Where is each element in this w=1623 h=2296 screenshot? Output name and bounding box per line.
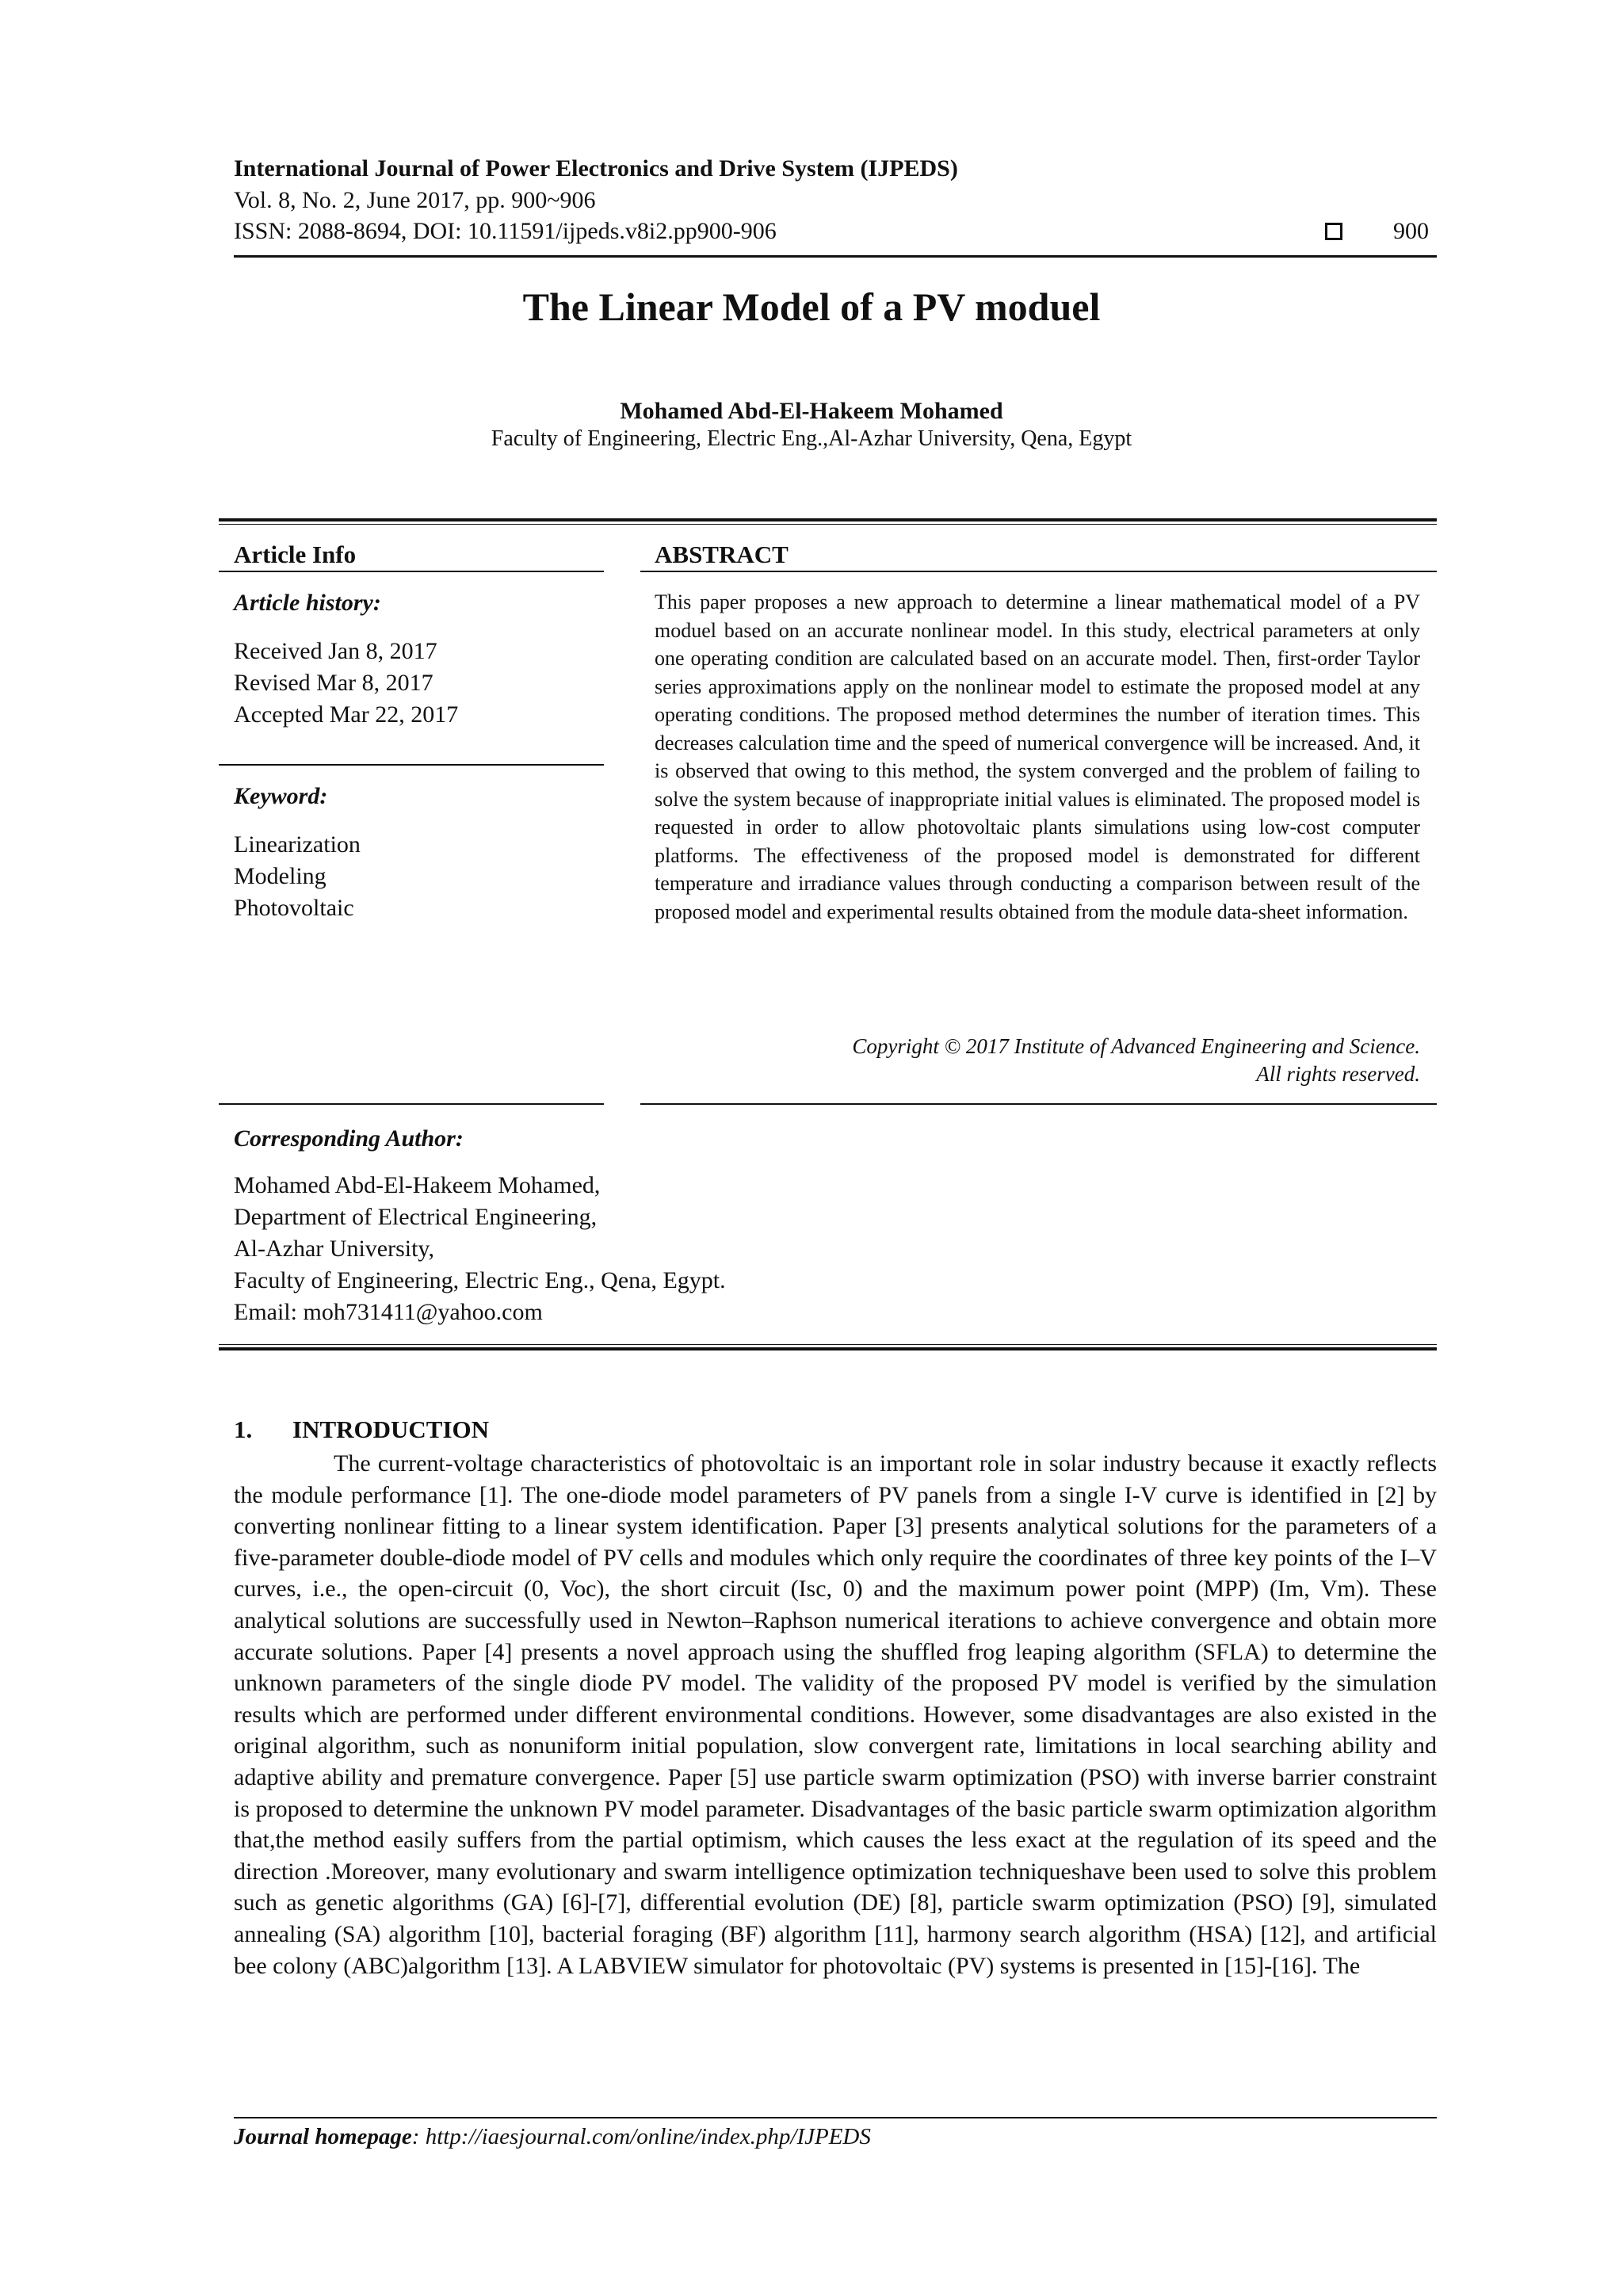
abstract-heading: ABSTRACT: [655, 541, 789, 568]
copyright-notice: [655, 1033, 1420, 1088]
introduction-text: The current-voltage characteristics of photovoltaic is an important role in solar industry because it exactly reflects the module performance [1]. The one-diode model parameters of PV panels from a single I-V curve is identified in [2] by converting nonlinear fitting to a linear system identification. Paper [3] presents analytical solutions for the parameters of a five-parameter double-diode model of PV cells and modules which only require the coordinates of three key points of the I–V curves, i.e., the open-circuit (0, Voc), the short circuit (Isc, 0) and the maximum power point (MPP) (Im, Vm). These analytical solutions are successfully used in Newton–Raphson numerical iterations to achieve convergence and obtain more accurate solutions. Paper [4] presents a novel approach using the shuffled frog leaping algorithm (SFLA) to determine the unknown parameters of the single diode PV model. The validity of the proposed PV model is verified by the simulation results which are performed under different environmental conditions. However, some disadvantages are also existed in the original algorithm, such as nonuniform initial population, slow convergent rate, limitations in local searching ability and adaptive ability and premature convergence. Paper [5] use particle swarm optimization (PSO) with inverse barrier constraint is proposed to determine the unknown PV model parameter. Disadvantages of the basic particle swarm optimization algorithm that,the method easily suffers from the partial optimism, which causes the less exact at the regulation of its speed and the direction .Moreover, many evolutionary and swarm intelligence optimization techniqueshave been used to solve this problem such as genetic algorithms (GA) [6]-[7], differential evolution (DE) [8], particle swarm optimization (PSO) [9], simulated annealing (SA) algorithm [10], bacterial foraging (BF) algorithm [11], harmony search algorithm (HSA) [12], and artificial bee colony (ABC)algorithm [13]. A LABVIEW simulator for photovoltaic (PV) systems is presented in [15]-[16]. The: [234, 1450, 1437, 1979]
paper-title: The Linear Model of a PV moduel: [522, 285, 1101, 329]
abstract-underline: [640, 571, 1437, 572]
section-title: INTRODUCTION: [292, 1415, 490, 1443]
corr-email: Email: moh731411@yahoo.com: [234, 1299, 543, 1325]
introduction-heading: [234, 1415, 489, 1444]
journal-name: International Journal of Power Electronics and Drive System (IJPEDS): [234, 155, 958, 181]
issn-doi: ISSN: 2088-8694, DOI: 10.11591/ijpeds.v8i2.pp900-906: [234, 218, 777, 244]
footer-rule: [234, 2117, 1437, 2118]
received-date: Received Jan 8, 2017: [234, 638, 437, 664]
corr-university: Al-Azhar University,: [234, 1236, 434, 1262]
square-icon: [1325, 223, 1342, 240]
abstract-bottom-rule: [640, 1103, 1437, 1105]
abstract-text: This paper proposes a new approach to determine a linear mathematical model of a PV moduel based on an accurate nonlinear model. In this study, electrical parameters at only one operating condition are calculated based on an accurate model. Then, first-order Taylor series approximations apply on the nonlinear model to estimate the proposed model at any operating conditions. The proposed method determines the number of iteration times. This decreases calculation time and the speed of numerical convergence will be increased. And, it is observed that owing to this method, the system converged and the problem of failing to solve the system because of inappropriate initial values is eliminated. The proposed model is requested in order to allow photovoltaic plants simulations using low-cost computer platforms. The effectiveness of the proposed model is demonstrated for different temperature and irradiance values through conducting a comparison between result of the proposed model and experimental results obtained from the module data-sheet information.: [655, 590, 1420, 923]
author-name: Mohamed Abd-El-Hakeem Mohamed: [620, 398, 1003, 424]
footer-label: Journal homepage: [234, 2124, 412, 2149]
volume-info: Vol. 8, No. 2, June 2017, pp. 900~906: [234, 187, 596, 213]
journal-homepage-link[interactable]: : http://iaesjournal.com/online/index.php/IJPEDS: [411, 2124, 871, 2149]
header-rule: [234, 255, 1437, 258]
rights-line: All rights reserved.: [1256, 1062, 1420, 1086]
copyright-line: Copyright © 2017 Institute of Advanced Engineering and Science.: [852, 1034, 1420, 1058]
keyword-item: Modeling: [234, 863, 327, 889]
revised-date: Revised Mar 8, 2017: [234, 670, 433, 696]
section-number: 1.: [234, 1415, 253, 1443]
keyword-item: Photovoltaic: [234, 895, 354, 921]
article-info-underline: [219, 571, 604, 572]
history-divider: [219, 764, 604, 766]
accepted-date: Accepted Mar 22, 2017: [234, 701, 459, 728]
article-info-heading: Article Info: [234, 541, 357, 568]
corr-faculty: Faculty of Engineering, Electric Eng., Qena, Egypt.: [234, 1267, 726, 1293]
page-number: 900: [1393, 218, 1429, 244]
info-bottom-rule: [219, 1344, 1437, 1345]
article-info-bottom-rule: [219, 1103, 604, 1105]
corresponding-author-details: [234, 1170, 726, 1328]
keyword-heading: Keyword:: [234, 783, 328, 809]
author-affiliation: Faculty of Engineering, Electric Eng.,Al-Azhar University, Qena, Egypt: [491, 426, 1132, 451]
info-top-rule: [219, 518, 1437, 521]
corr-department: Department of Electrical Engineering,: [234, 1204, 598, 1230]
corresponding-author-heading: Corresponding Author:: [234, 1125, 464, 1152]
keyword-item: Linearization: [234, 831, 361, 858]
article-history-heading: Article history:: [234, 590, 381, 616]
corr-name: Mohamed Abd-El-Hakeem Mohamed,: [234, 1172, 601, 1198]
footer: [234, 2124, 871, 2150]
